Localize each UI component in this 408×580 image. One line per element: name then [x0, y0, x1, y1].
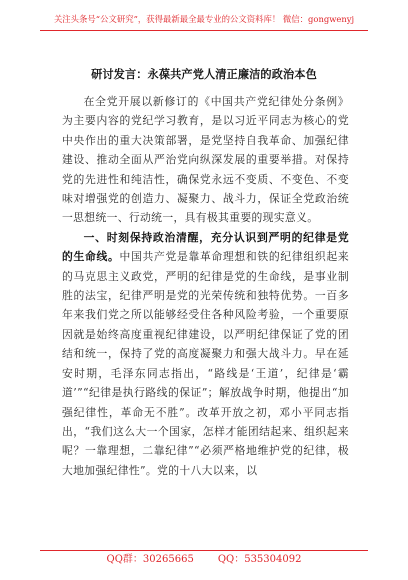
footer-qq-group: QQ群：30265665	[106, 554, 194, 565]
document-title: 研讨发言：永葆共产党人清正廉洁的政治本色	[91, 67, 317, 81]
paragraph-intro	[62, 92, 349, 228]
paragraph-text: 中国共产党是靠革命理想和铁的纪律组织起来的马克思主义政党，严明的纪律是党的生命线，是事业制胜的法宝，纪律严明是党的光荣传统和独特优势。一百多年来我们党之所以能够经受住各种风险考验，一个重要原因就是始终高度重视纪律建设，以严明纪律保证了党的团结和统一，保持了党的高度凝聚力和强大战斗力。早在延安时期，毛泽东同志指出，“路线是‘王道’，纪律是‘霸道’”“纪律是执行路线的保证”；解放战争时期，他提出“加强纪律性，革命无不胜”。改革开放之初，邓小平同志指出，“我们这么大一个国家，怎样才能团结起来、组织起来呢？一靠理想，二靠纪律”“必须严格地维护党的纪律，极大地加强纪律性”。党的十八大以来，以	[62, 250, 350, 477]
footer-contact	[40, 552, 368, 568]
footer-divider	[40, 550, 368, 551]
header-promo-text: 关注头条号“公文研究”，获得最新最全最专业的公文资料库！ 微信：gongwenyj	[53, 14, 355, 24]
section-heading: 一、时刻保持政治清醒，充分认识到严明的纪律是党的生命线。	[62, 230, 349, 264]
paragraph-text: 在全党开展以新修订的《中国共产党纪律处分条例》为主要内容的党纪学习教育，是以习近平同志为核心的党中央作出的重大决策部署，是党坚持自我革命、加强纪律建设、推动全面从严治党向纵深发展的重要举措。对保持党的先进性和纯洁性，确保党永远不变质、不变色、不变味对增强党的创造力、凝聚力、战斗力，保证全党政治统一思想统一、行动统一，具有极其重要的现实意义。	[62, 95, 349, 225]
paragraph-section-one	[62, 228, 349, 480]
footer-qq: QQ：535304092	[217, 554, 302, 565]
document-body	[62, 92, 349, 480]
header-divider	[40, 30, 368, 31]
